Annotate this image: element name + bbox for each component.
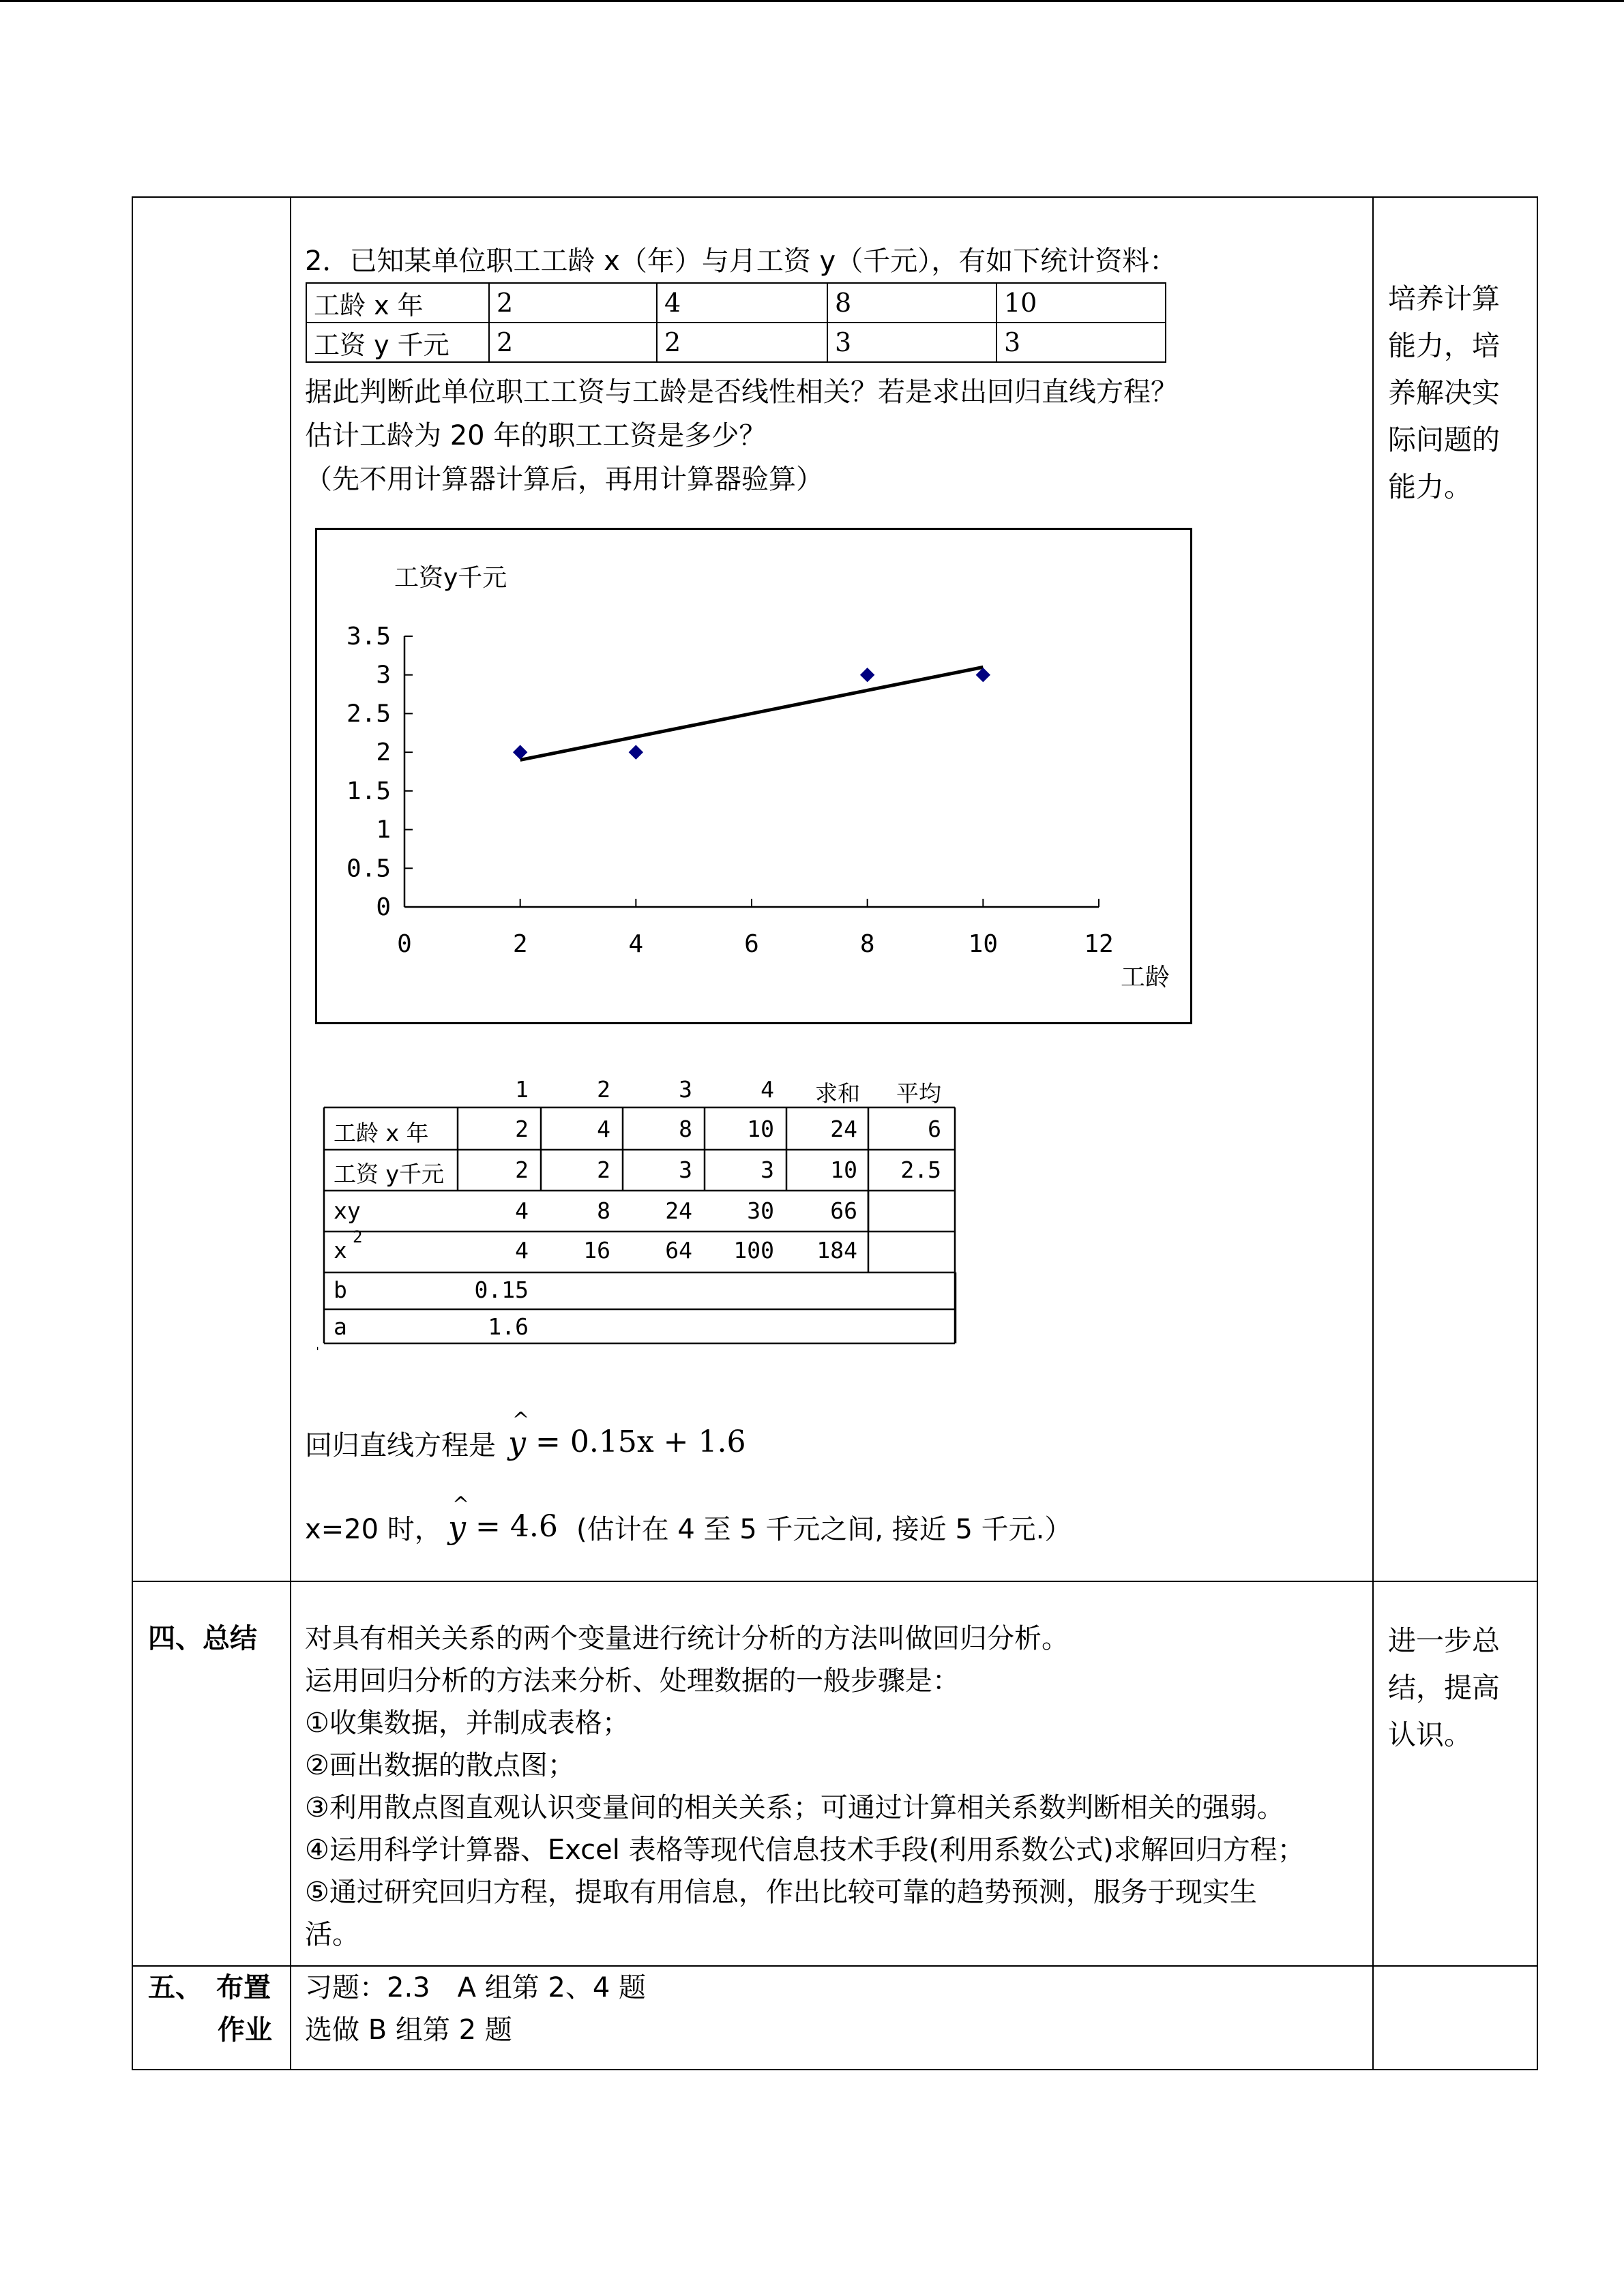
table-row: [306, 323, 1166, 362]
table-cell: 10: [747, 1116, 774, 1142]
summary-line: 对具有相关关系的两个变量进行统计分析的方法叫做回归分析。: [305, 1623, 1069, 1654]
table-cell: 2: [515, 1157, 529, 1183]
y-tick-label: 1: [376, 816, 391, 844]
x-tick-label: 2: [512, 930, 528, 958]
table-cell: 3: [996, 323, 1166, 362]
column-divider-left: [290, 198, 291, 2069]
column-header: 平均: [896, 1080, 941, 1107]
table-cell: 3: [827, 323, 996, 362]
column-header: 求和: [815, 1080, 860, 1107]
table-cell: 66: [830, 1197, 857, 1224]
table-cell: 4: [657, 283, 827, 323]
data-point: [629, 745, 643, 759]
table-cell: 24: [665, 1197, 692, 1224]
data-table: [306, 282, 1166, 363]
question-2: 估计工龄为 20 年的职工工资是多少？: [305, 420, 767, 451]
table-cell: 3: [761, 1157, 774, 1183]
x-tick-label: 12: [1084, 930, 1114, 958]
coefficient-a: 1.6: [488, 1313, 529, 1340]
calculation-table: [317, 1071, 999, 1357]
data-point: [514, 745, 527, 759]
table-cell: 100: [733, 1237, 774, 1264]
table-cell: 2: [597, 1157, 610, 1183]
hat-symbol: ^: [512, 1408, 530, 1432]
summary-line: ⑤通过研究回归方程，提取有用信息，作出比较可靠的趋势预测，服务于现实生: [305, 1877, 1257, 1908]
calculation-table-grid: [317, 1071, 999, 1357]
y-tick-label: 2.5: [346, 700, 391, 728]
table-cell: 2: [489, 323, 657, 362]
table-cell: 4: [515, 1197, 529, 1224]
x-tick-label: 10: [968, 930, 999, 958]
column-header: 2: [597, 1076, 610, 1103]
x-axis-label: 工龄: [1120, 964, 1170, 992]
table-row: [306, 283, 1166, 323]
estimate-value: = 4.6: [475, 1509, 558, 1544]
row-label: xy: [334, 1197, 361, 1224]
row-divider-summary: [133, 1581, 1537, 1582]
table-cell: 10: [996, 283, 1166, 323]
estimate-note: (估计在 4 至 5 千元之间, 接近 5 千元.）: [576, 1514, 1072, 1545]
homework-heading-2: 作业: [218, 2014, 272, 2046]
summary-line: 运用回归分析的方法来分析、处理数据的一般步骤是：: [305, 1665, 960, 1697]
trendline: [520, 667, 984, 760]
column-header: 3: [679, 1076, 692, 1103]
y-tick-label: 0.5: [346, 854, 391, 883]
y-tick-label: 3: [376, 661, 391, 689]
table-cell: 2: [515, 1116, 529, 1142]
side-note-goal: 培养计算能力，培养解决实际问题的能力。: [1388, 282, 1500, 503]
scatter-chart-frame: [315, 528, 1192, 1024]
y-tick-label: 1.5: [346, 777, 391, 805]
table-cell: 30: [747, 1197, 774, 1224]
hat-symbol: ^: [452, 1493, 470, 1517]
y-tick-label: 0: [376, 893, 391, 921]
row-label: x: [334, 1237, 347, 1264]
row-label: 工资 y千元: [334, 1161, 445, 1187]
coefficient-b: 0.15: [474, 1277, 529, 1303]
row-label: a: [334, 1313, 347, 1340]
y-tick-label: 2: [376, 739, 391, 767]
summary-line: ①收集数据，并制成表格；: [305, 1708, 630, 1739]
table-cell: 2: [489, 283, 657, 323]
x-tick-label: 0: [397, 930, 412, 958]
summary-line: 活。: [305, 1919, 359, 1950]
x-tick-label: 6: [744, 930, 759, 958]
y-tick-label: 3.5: [346, 623, 391, 651]
y-hat-variable: y: [508, 1425, 526, 1461]
question-1: 据此判断此单位职工工资与工龄是否线性相关？若是求出回归直线方程？: [305, 376, 1178, 408]
table-cell: 16: [583, 1237, 610, 1264]
page-top-border: [0, 0, 1624, 2]
table-cell: 8: [597, 1197, 610, 1224]
equation-label: 回归直线方程是: [305, 1430, 496, 1461]
table-cell: 8: [827, 283, 996, 323]
homework-heading: 五、 布置: [148, 1972, 271, 2003]
data-point: [861, 668, 874, 682]
summary-line: ②画出数据的散点图；: [305, 1750, 575, 1781]
question-3: （先不用计算器计算后，再用计算器验算）: [305, 464, 823, 495]
table-cell: 24: [830, 1116, 857, 1142]
table-cell: 6: [928, 1116, 941, 1142]
table-cell: 4: [597, 1116, 610, 1142]
lesson-plan-table: [132, 196, 1538, 2070]
column-header: 1: [515, 1076, 529, 1103]
superscript: 2: [353, 1227, 363, 1247]
summary-heading: 四、总结: [148, 1623, 257, 1654]
column-header: 4: [761, 1076, 774, 1103]
x-tick-label: 8: [859, 930, 875, 958]
table-cell: 10: [830, 1157, 857, 1183]
summary-line: ③利用散点图直观认识变量间的相关关系；可通过计算相关系数判断相关的强弱。: [305, 1792, 1284, 1823]
table-cell: 64: [665, 1237, 692, 1264]
homework-line-1: 习题：2.3 A 组第 2、4 题: [305, 1972, 647, 2003]
table-cell: 2.5: [900, 1157, 941, 1183]
row-divider-homework: [133, 1965, 1537, 1967]
x-tick-label: 4: [628, 930, 644, 958]
side-note-summary: 进一步总结，提高认识。: [1388, 1624, 1500, 1751]
regression-equation: = 0.15x + 1.6: [535, 1425, 746, 1459]
y-hat-variable: y: [448, 1509, 466, 1546]
scatter-chart: [317, 530, 1190, 1022]
column-divider-right: [1372, 198, 1374, 2069]
problem-title: 2．已知某单位职工工龄 x（年）与月工资 y（千元），有如下统计资料：: [305, 245, 1177, 277]
table-cell: 3: [679, 1157, 692, 1183]
y-axis-label: 工资y千元: [394, 564, 507, 592]
row-label: b: [334, 1277, 347, 1303]
table-cell: 4: [515, 1237, 529, 1264]
data-point: [976, 668, 990, 682]
row-label: 工龄 x 年: [334, 1120, 429, 1146]
table-cell-label: 工资 y 千元: [306, 323, 489, 362]
table-cell-label: 工龄 x 年: [306, 283, 489, 323]
estimate-label: x=20 时，: [305, 1514, 442, 1545]
summary-line: ④运用科学计算器、Excel 表格等现代信息技术手段(利用系数公式)求解回归方程；: [305, 1834, 1305, 1866]
homework-line-2: 选做 B 组第 2 题: [305, 2014, 512, 2046]
table-cell: 8: [679, 1116, 692, 1142]
table-cell: 2: [657, 323, 827, 362]
table-cell: 184: [816, 1237, 857, 1264]
